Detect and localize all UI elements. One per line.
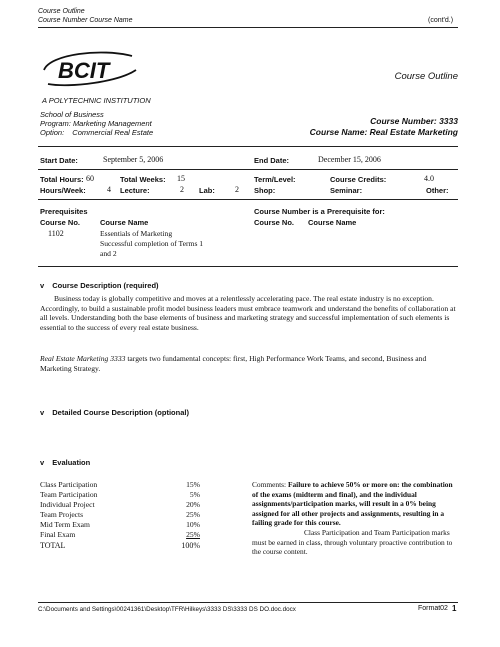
- prereq-row-no: 1102: [48, 229, 64, 238]
- is-prereq-title: Course Number is a Prerequisite for:: [254, 207, 385, 216]
- rule-prereq-bottom: [38, 266, 458, 267]
- evaluation-percent: 5%: [189, 490, 200, 499]
- evaluation-row: [40, 490, 200, 499]
- course-description-heading: [40, 281, 159, 290]
- end-date-label: End Date:: [254, 156, 290, 165]
- prereq-col-name: Course Name: [100, 218, 149, 227]
- evaluation-item: Mid Term Exam: [40, 520, 90, 529]
- footer-format: Format02: [418, 605, 448, 612]
- evaluation-item: Final Exam: [40, 530, 76, 539]
- svg-text:BCIT: BCIT: [58, 58, 110, 83]
- course-title-italic: Real Estate Marketing 3333: [40, 354, 126, 363]
- course-outline-title: Course Outline: [394, 71, 458, 82]
- start-date-label: Start Date:: [40, 156, 78, 165]
- prerequisites-title: Prerequisites: [40, 207, 88, 216]
- course-description-para2: [40, 354, 458, 373]
- header-course-outline: Course Outline: [38, 8, 85, 15]
- hours-week-value: 4: [107, 185, 111, 194]
- bullet-icon: v: [40, 408, 45, 417]
- evaluation-percent: 20%: [186, 500, 200, 509]
- footer-page-number: 1: [452, 604, 457, 613]
- evaluation-total-label: TOTAL: [40, 541, 66, 550]
- evaluation-item: Team Participation: [40, 490, 98, 499]
- hours-week-label: Hours/Week:: [40, 186, 86, 195]
- total-weeks-value: 15: [177, 174, 185, 183]
- lab-label: Lab:: [199, 186, 215, 195]
- option-value: Commercial Real Estate: [72, 128, 154, 137]
- end-date-value: December 15, 2006: [318, 155, 381, 164]
- shop-label: Shop:: [254, 186, 276, 195]
- is-prereq-col-no: Course No.: [254, 218, 295, 227]
- course-description-para2-text: targets two fundamental concepts: first, High Performance Work Teams, and second, Business and Marketing Strategy.: [40, 354, 427, 373]
- evaluation-total-row: [40, 541, 200, 550]
- evaluation-row: [40, 530, 200, 539]
- course-number: Course Number: 3333: [370, 116, 458, 126]
- evaluation-row: [40, 520, 200, 529]
- evaluation-row: [40, 500, 200, 509]
- course-credits-value: 4.0: [424, 174, 434, 183]
- is-prereq-col-name: Course Name: [308, 218, 357, 227]
- prereq-col-no: Course No.: [40, 218, 81, 227]
- rule-dates-bottom: [38, 169, 458, 170]
- header-rule: [38, 27, 458, 28]
- evaluation-total-percent: 100%: [181, 541, 200, 550]
- header-course-number-name: Course Number Course Name: [38, 17, 133, 24]
- evaluation-row: [40, 510, 200, 519]
- course-credits-label: Course Credits:: [330, 175, 387, 184]
- program-label: Program:: [40, 119, 71, 128]
- program-value: Marketing Management: [72, 119, 152, 128]
- seminar-label: Seminar:: [330, 186, 363, 195]
- option-line: [40, 128, 153, 137]
- other-label: Other:: [426, 186, 449, 195]
- evaluation-percent: 15%: [186, 480, 200, 489]
- evaluation-title: Evaluation: [52, 458, 91, 467]
- lecture-label: Lecture:: [120, 186, 150, 195]
- evaluation-percent: 25%: [186, 530, 200, 539]
- evaluation-item: Team Projects: [40, 510, 84, 519]
- course-description-title: Course Description (required): [52, 281, 159, 290]
- evaluation-heading: [40, 458, 90, 467]
- prereq-row-name-3: and 2: [100, 249, 117, 258]
- logo-tagline: A POLYTECHNIC INSTITUTION: [42, 96, 151, 105]
- prereq-row-name-2: Successful completion of Terms 1: [100, 239, 204, 248]
- bcit-logo: [40, 48, 140, 95]
- prereq-row-name-1: Essentials of Marketing: [100, 229, 173, 238]
- comments-participation-note: Class Participation and Team Participation marks must be earned in class, through voluntary proactive contribution to the course content.: [252, 527, 453, 557]
- bullet-icon: v: [40, 458, 45, 467]
- detailed-description-heading: [40, 408, 189, 417]
- evaluation-percent: 10%: [186, 520, 200, 529]
- header-contd: (cont'd.): [428, 17, 454, 24]
- evaluation-percent: 25%: [186, 510, 200, 519]
- course-description-para1: Business today is globally competitive and moves at a relentlessly accelerating pace. The real estate industry is no exception. Accordingly, to build a sustainable profit model business leaders must embrace teamwork and understand the benefits of collaboration at all levels. Understanding both the base elements of business and marketing strategy and successful implementation of such elements is essential to the success of every real estate business.: [40, 294, 456, 332]
- start-date-value: September 5, 2006: [103, 155, 164, 164]
- comments-label: Comments:: [252, 480, 287, 489]
- total-weeks-label: Total Weeks:: [120, 175, 166, 184]
- detailed-description-title: Detailed Course Description (optional): [52, 408, 189, 417]
- rule-dates-top: [38, 146, 458, 147]
- evaluation-item: Individual Project: [40, 500, 95, 509]
- course-name: Course Name: Real Estate Marketing: [309, 127, 458, 137]
- footer-file-path: C:\Documents and Settings\00241361\Desktop\TFR\Hilkeys\3333 DS\3333 DS DO.doc.docx: [38, 606, 296, 613]
- evaluation-row: [40, 480, 200, 489]
- comments-failure-rule: Failure to achieve 50% or more on: the combination of the exams (midterm and final), and the individual assignments/participation marks, will result in a 0% being assigned for all other projects and assignments, resulting in a failing grade for this course.: [252, 480, 453, 528]
- total-hours-value: 60: [86, 174, 94, 183]
- term-level-label: Term/Level:: [254, 175, 296, 184]
- program-line: [40, 119, 152, 128]
- rule-hours-bottom: [38, 199, 458, 200]
- school-name: School of Business: [40, 110, 104, 119]
- bullet-icon: v: [40, 281, 45, 290]
- evaluation-comments: [252, 480, 460, 557]
- lecture-value: 2: [180, 185, 184, 194]
- footer-rule: [38, 602, 458, 603]
- lab-value: 2: [235, 185, 239, 194]
- option-label: Option:: [40, 128, 65, 137]
- evaluation-item: Class Participation: [40, 480, 98, 489]
- total-hours-label: Total Hours:: [40, 175, 84, 184]
